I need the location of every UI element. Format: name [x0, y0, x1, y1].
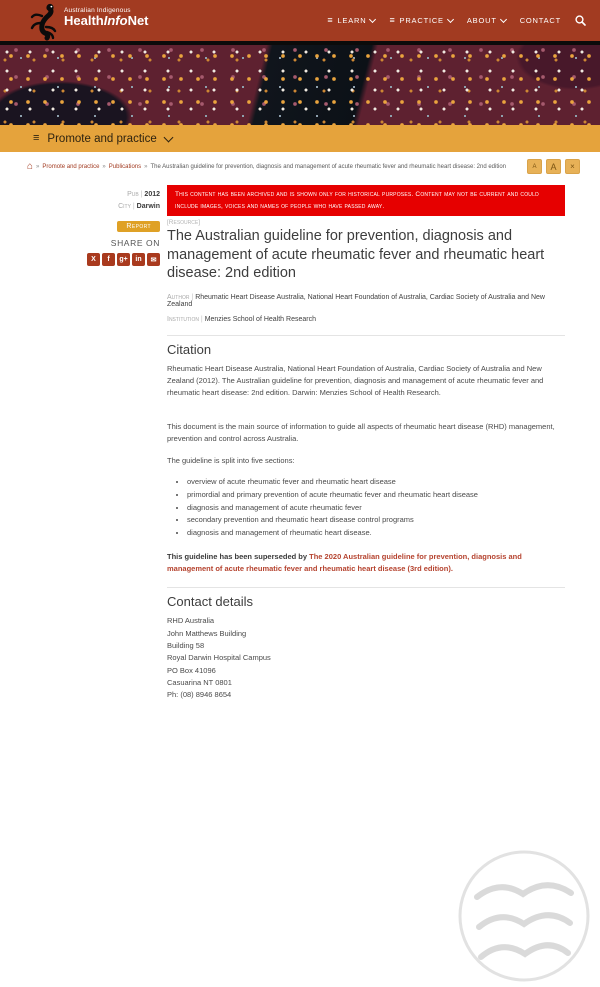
report-button[interactable]: Report — [117, 221, 160, 232]
nav-label: CONTACT — [519, 16, 561, 25]
nav-item-practice[interactable] — [389, 16, 452, 25]
superseded-note — [167, 551, 565, 575]
book-watermark-icon — [455, 845, 593, 987]
font-size-controls — [527, 159, 580, 174]
facebook-icon[interactable]: f — [102, 253, 115, 266]
menu-icon: ≡ — [389, 15, 396, 25]
chevron-down-icon — [369, 16, 376, 23]
author-label: Author — [167, 293, 190, 301]
guideline-sections-list — [167, 477, 565, 539]
author-separator: | — [191, 293, 194, 301]
breadcrumb-separator: » — [102, 163, 106, 170]
share-on-label: SHARE ON — [110, 238, 160, 248]
city — [25, 203, 160, 210]
email-icon[interactable]: ✉ — [147, 253, 160, 266]
citation-heading: Citation — [167, 341, 212, 357]
list-item: • diagnosis and management of rheumatic heart disease. — [187, 528, 565, 539]
contact-line: Building 58 — [167, 640, 205, 650]
city-separator: | — [132, 203, 135, 210]
contact-line: RHD Australia — [167, 616, 215, 626]
google-plus-icon[interactable]: g+ — [117, 253, 130, 266]
contact-line: Royal Darwin Hospital Campus — [167, 653, 271, 663]
contact-section — [167, 587, 565, 702]
contact-line: PO Box 41096 — [167, 665, 216, 675]
search-icon — [575, 15, 586, 26]
pub-value: 2012 — [144, 191, 160, 198]
institution-row — [167, 316, 565, 323]
lizard-logo-icon — [28, 3, 60, 39]
menu-icon: ≡ — [327, 15, 334, 25]
nav-label: LEARN — [337, 16, 367, 25]
breadcrumb-current: The Australian guideline for prevention, diagnosis and management of acute rheumatic fever and rheumatic heart disease: 2nd edition — [150, 163, 507, 170]
font-reset-button[interactable]: × — [565, 159, 580, 174]
meta-sidebar — [25, 185, 160, 702]
author-value: Rheumatic Heart Disease Australia, National Heart Foundation of Australia, Cardiac Society of Australia and New Zealand — [167, 293, 545, 308]
brand-health: Health — [64, 12, 104, 28]
chevron-down-icon — [447, 16, 454, 23]
page-content — [0, 181, 600, 702]
breadcrumb-link-publications[interactable]: Publications — [108, 163, 142, 170]
chevron-down-icon — [500, 16, 507, 23]
breadcrumb-separator: » — [144, 163, 148, 170]
list-item: • overview of acute rheumatic fever and rheumatic heart disease — [187, 477, 565, 488]
menu-icon: ≡ — [33, 132, 40, 144]
font-increase-button[interactable]: A — [546, 159, 561, 174]
page-title: The Australian guideline for prevention, diagnosis and management of acute rheumatic fever and rheumatic heart disease: 2nd edition — [167, 228, 545, 281]
nav-item-about[interactable] — [467, 16, 506, 25]
home-icon[interactable]: ⌂ — [27, 160, 34, 172]
list-item: • secondary prevention and rheumatic heart disease control programs — [187, 515, 565, 526]
search-button[interactable] — [575, 15, 586, 26]
aboriginal-art-banner — [0, 41, 600, 125]
resource-type-tag: [Resource] — [167, 219, 201, 227]
published-year — [25, 191, 160, 198]
main-nav — [327, 0, 586, 41]
contact-line: Casuarina NT 0801 — [167, 678, 232, 687]
citation-text: Rheumatic Heart Disease Australia, National Heart Foundation of Australia, Cardiac Society of Australia and New Zealand (2012). The Australian guideline for prevention, diagnosis and management of acute rheumatic fever and rheumatic heart disease: 2nd edition. Darwin: Menzies School of Health Research. — [167, 363, 544, 397]
institution-label: Institution — [167, 315, 199, 323]
breadcrumb-separator: » — [36, 163, 40, 170]
sections-intro: The guideline is split into five sections: — [167, 455, 295, 465]
section-bar-label: Promote and practice — [47, 132, 157, 145]
brand-tagline: Australian Indigenous — [64, 6, 131, 14]
superseded-prefix: This guideline has been superseded by — [167, 552, 308, 562]
description-paragraph: This document is the main source of information to guide all aspects of rheumatic heart disease (RHD) management, prevention and control across Australia. — [167, 421, 555, 443]
breadcrumb — [27, 162, 519, 172]
brand-info: Info — [103, 12, 128, 28]
city-value: Darwin — [136, 203, 160, 210]
content-columns — [25, 185, 575, 702]
citation-section — [167, 335, 565, 399]
nav-item-learn[interactable] — [327, 16, 375, 25]
pub-label: Pub — [127, 191, 139, 198]
brand-name — [64, 14, 149, 28]
contact-line: John Matthews Building — [167, 628, 247, 638]
author-row — [167, 294, 565, 308]
article — [167, 185, 575, 702]
superseded-guideline-link[interactable]: The 2020 Australian guideline for prevention, diagnosis and management of acute rheumatic fever and rheumatic heart disease (3rd edition). — [167, 552, 522, 574]
contact-heading: Contact details — [167, 594, 253, 610]
brand-net: Net — [127, 12, 149, 28]
site-logo[interactable] — [28, 3, 149, 39]
share-icons — [25, 253, 160, 266]
breadcrumb-link-promote-and-practice[interactable]: Promote and practice — [42, 163, 100, 170]
institution-value: Menzies School of Health Research — [204, 315, 316, 323]
list-item: • primordial and primary prevention of acute rheumatic fever and rheumatic heart disease — [187, 490, 565, 501]
linkedin-icon[interactable]: in — [132, 253, 145, 266]
list-item: • diagnosis and management of acute rheumatic fever — [187, 503, 565, 514]
institution-separator: | — [200, 315, 203, 323]
site-header — [0, 0, 600, 41]
font-decrease-button[interactable]: A — [527, 159, 542, 174]
breadcrumb-row — [0, 152, 600, 181]
x-icon[interactable]: X — [87, 253, 100, 266]
nav-label: ABOUT — [466, 16, 497, 25]
pub-separator: | — [140, 191, 143, 198]
contact-line: Ph: (08) 8946 8654 — [167, 690, 232, 700]
chevron-down-icon — [163, 132, 173, 142]
section-bar-promote-and-practice[interactable] — [0, 125, 600, 152]
nav-item-contact[interactable] — [520, 16, 561, 25]
brand-text — [64, 7, 149, 28]
nav-label: PRACTICE — [399, 16, 444, 25]
city-label: City — [118, 203, 131, 210]
archive-warning-banner: This content has been archived and is shown only for historical purposes. Content may not be current and could include images, voices and names of people who have passed away. — [167, 185, 565, 216]
